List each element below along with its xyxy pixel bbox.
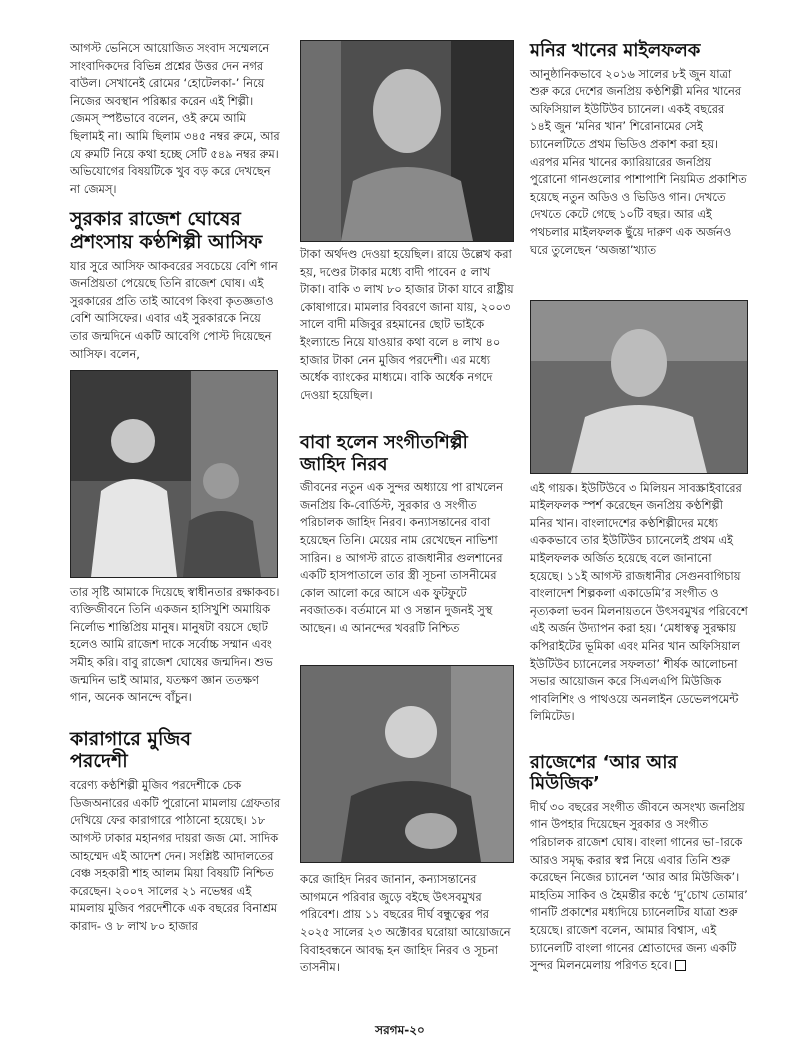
zahid-article-text-1: জীবনের নতুন এক সুন্দর অধ্যায়ে পা রাখলেন জনপ্রিয় কি-বোর্ডিস্ট, সুরকার ও সংগীত পরিচালক জাহিদ নিরব। কন্যাসন্তানের বাবা হয়েছেন তিনি। মেয়ের নাম রেখেছেন নাভিশা সারিন। ৪ আগস্ট রাতে রাজধানীর গুলশানের একটি হাসপাতালে তার স্ত্রী সূচনা তাসনীমের কোল আলো করে আসে এক ফুটফুটে নবজাতক। বর্তমানে মা ও সন্তান দুজনই সুস্থ আছেন। এ আনন্দের খবরটি নিশ্চিত: [300, 480, 503, 635]
page-footer-label: সরগম-২০: [375, 1023, 425, 1037]
mujib-article-text: বরেণ্য কণ্ঠশিল্পী মুজিব পরদেশীকে চেক ডিজঅনারের একটি পুরোনো মামলায় গ্রেফতার দেখিয়ে ফের কারাগারে পাঠানো হয়েছে। ১৮ আগস্ট ঢাকার মহানগর দায়রা জজ মো. সাদিক আহম্মেদ এই আদেশ দেন। সংশ্লিষ্ট আদালতের বেঞ্চ সহকারী শাহ আলম মিয়া বিষয়টি নিশ্চিত করেছেন। ২০০৭ সালের ২১ নভেম্বর এই মামলায় মুজিব পরদেশীকে এক বছরের বিনাশ্রম কারাদ- ও ৮ লাখ ৮০ হাজার: [70, 778, 281, 933]
rajesh-headline: রাজেশের ‘আর আর মিউজিক’: [530, 751, 678, 795]
zahid-headline: বাবা হলেন সংগীতশিল্পী জাহিদ নিরব: [300, 432, 468, 475]
rajesh-article-body: দীর্ঘ ৩০ বছরের সংগীত জীবনে অসংখ্য জনপ্রিয় গান উপহার দিয়েছেন সুরকার ও সংগীত পরিচালক রাজেশ ঘোষ। বাংলা গানের ভা-ারকে আরও সমৃদ্ধ করার স্বপ্ন নিয়ে এবার তিনি শুরু করেছেন নিজের চ্যানেল ‘আর আর মিউজিক’। মাহতিম সাকিব ও হৈমন্তীর কণ্ঠে ‘দু’চোখ তোমার’ গানটি প্রকাশের মধ্যদিয়ে চ্যানেলটির যাত্রা শুরু হয়েছে। রাজেশ বলেন, আমার বিশ্বাস, এই চ্যানেলটি বাংলা গানের শ্রোতাদের জন্য একটি সুন্দর মিলনমেলায় পরিণত হবে।: [530, 799, 748, 973]
column-1: [70, 40, 282, 936]
monir-khan-photo: [530, 300, 748, 474]
asif-article-text-2: তার সৃষ্টি আমাকে দিয়েছে স্বাধীনতার রক্ষাকবচ। ব্যক্তিজীবনে তিনি একজন হাসিখুশি অমায়িক নির্লোভ শান্তিপ্রিয় মানুষ। মানুষটা বয়সে ছোট হলেও আমি রাজেশ দাকে সর্বোচ্চ সম্মান এবং সমীহ করি। বাবু রাজেশ ঘোষের জন্মদিন। শুভ জন্মদিন ভাই আমার, যতক্ষণ জ্ঞান ততক্ষণ গান, অনেক আনন্দে বাঁচুন।: [70, 584, 280, 705]
end-mark-icon: [675, 960, 686, 971]
zahid-nirob-photo: [300, 665, 514, 863]
mujib-headline: কারাগারে মুজিব পরদেশী: [70, 727, 191, 773]
column-2: [300, 40, 514, 977]
monir-article-text-2: এই গায়ক। ইউটিউবে ৩ মিলিয়ন সাবস্ক্রাইবারের মাইলফলক স্পর্শ করেছেন জনপ্রিয় কণ্ঠশিল্পী মনির খান। বাংলাদেশের কণ্ঠশিল্পীদের মধ্যে এককভাবে তার ইউটিউব চ্যানেলেই প্রথম এই মাইলফলক অর্জিত হয়েছে বলে জানানো হয়েছে। ১১ই আগস্ট রাজধানীর সেগুনবাগিচায় বাংলাদেশ শিল্পকলা একাডেমি’র সংগীত ও নৃত্যকলা ভবন মিলনায়তনে উৎসবমুখর পরিবেশে এই অর্জন উদ্যাপন করা হয়। ‘মেধাস্বত্ব সুরক্ষায় কপিরাইটের ভূমিকা এবং মনির খান অফিসিয়াল ইউটিউব চ্যানেলের সফলতা’ শীর্ষক আলোচনা সভার আয়োজন করে সিএলএপি মিউজিক পাবলিশিং ও পাথওয়ে অনলাইন ডেভেলপমেন্ট লিমিটেড।: [530, 480, 748, 724]
james-article-text: আগস্ট ভেনিসে আয়োজিত সংবাদ সম্মেলনে সাংবাদিকদের বিভিন্ন প্রশ্নের উত্তর দেন নগর বাউল। সেখানেই রোমের ‘হোটেলকা-’ নিয়ে নিজের অবস্থান পরিষ্কার করেন এই শিল্পী। জেমস্ স্পষ্টভাবে বলেন, ওই রুমে আমি ছিলামই না। আমি ছিলাম ৩৪৫ নম্বর রুমে, আর যে রুমটি নিয়ে কথা হচ্ছে সেটি ৫৪৯ নম্বর রুম। অভিযোগের বিষয়টিকে খুব বড় করে দেখছেন না জেমস্।: [70, 41, 280, 196]
mujib-continued-text: টাকা অর্থদণ্ড দেওয়া হয়েছিল। রায়ে উল্লেখ করা হয়, দণ্ডের টাকার মধ্যে বাদী পাবেন ৫ লাখ টাকা। বাকি ৩ লাখ ৮০ হাজার টাকা যাবে রাষ্ট্রীয় কোষাগারে। মামলার বিবরণে জানা যায়, ২০০৩ সালে বাদী মজিবুর রহমানের ছোট ভাইকে ইংল্যান্ডে নিয়ে যাওয়ার কথা বলে ৪ লাখ ৪০ হাজার টাকা নেন মুজিব পরদেশী। এর মধ্যে অর্ধেক ব্যাংকের মাধ্যমে। বাকি অর্ধেক নগদে দেওয়া হয়েছিল।: [300, 247, 514, 402]
column-3: [530, 40, 748, 975]
asif-headline: সুরকার রাজেশ ঘোষের প্রশংসায় কণ্ঠশিল্পী আসিফ: [70, 208, 263, 253]
asif-article-text-1: যার সুরে আসিফ আকবরের সবচেয়ে বেশি গান জনপ্রিয়তা পেয়েছে তিনি রাজেশ ঘোষ। এই সুরকারের প্রতি তাই আবেগ কিংবা কৃতজ্ঞতাও বেশি আসিফের। এবার এই সুরকারকে নিয়ে তার জন্মদিনে একটি আবেগি পোস্ট দিয়েছেন আসিফ। বলেন,: [70, 258, 278, 361]
rajesh-article-text: [530, 799, 748, 975]
zahid-article-text-2: করে জাহিদ নিরব জানান, কন্যাসন্তানের আগমনে পরিবার জুড়ে বইছে উৎসবমুখর পরিবেশ। প্রায় ১১ বছরের দীর্ঘ বন্ধুত্বের পর ২০২৫ সালের ২৩ অক্টোবর ঘরোয়া আয়োজনে বিবাহবন্ধনে আবদ্ধ হন জাহিদ নিরব ও সূচনা তাসনীম।: [300, 872, 511, 975]
mujib-pardeshi-photo: [300, 40, 514, 242]
monir-article-text-1: আনুষ্ঠানিকভাবে ২০১৬ সালের ৮ই জুন যাত্রা শুরু করে দেশের জনপ্রিয় কণ্ঠশিল্পী মনির খানের অফিসিয়াল ইউটিউব চ্যানেল। একই বছরের ১৪ই জুন ‘মনির খান’ শিরোনামের সেই চ্যানেলটিতে প্রথম ভিডিও প্রকাশ করা হয়। এরপর মনির খানের ক্যারিয়ারের জনপ্রিয় পুরোনো গানগুলোর পাশাপাশি নিয়মিত প্রকাশিত হয়েছে নতুন অডিও ও ভিডিও গান। দেখতে দেখতে কেটে গেছে ১০টি বছর। আর এই পথচলার মাইলফলক ছুঁয়ে দারুণ এক অর্জনও ঘরে তুলেছেন ‘অজন্তা’খ্যাত: [530, 66, 747, 257]
monir-headline: মনির খানের মাইলফলক: [530, 40, 701, 61]
asif-rajesh-photo: [70, 370, 278, 578]
